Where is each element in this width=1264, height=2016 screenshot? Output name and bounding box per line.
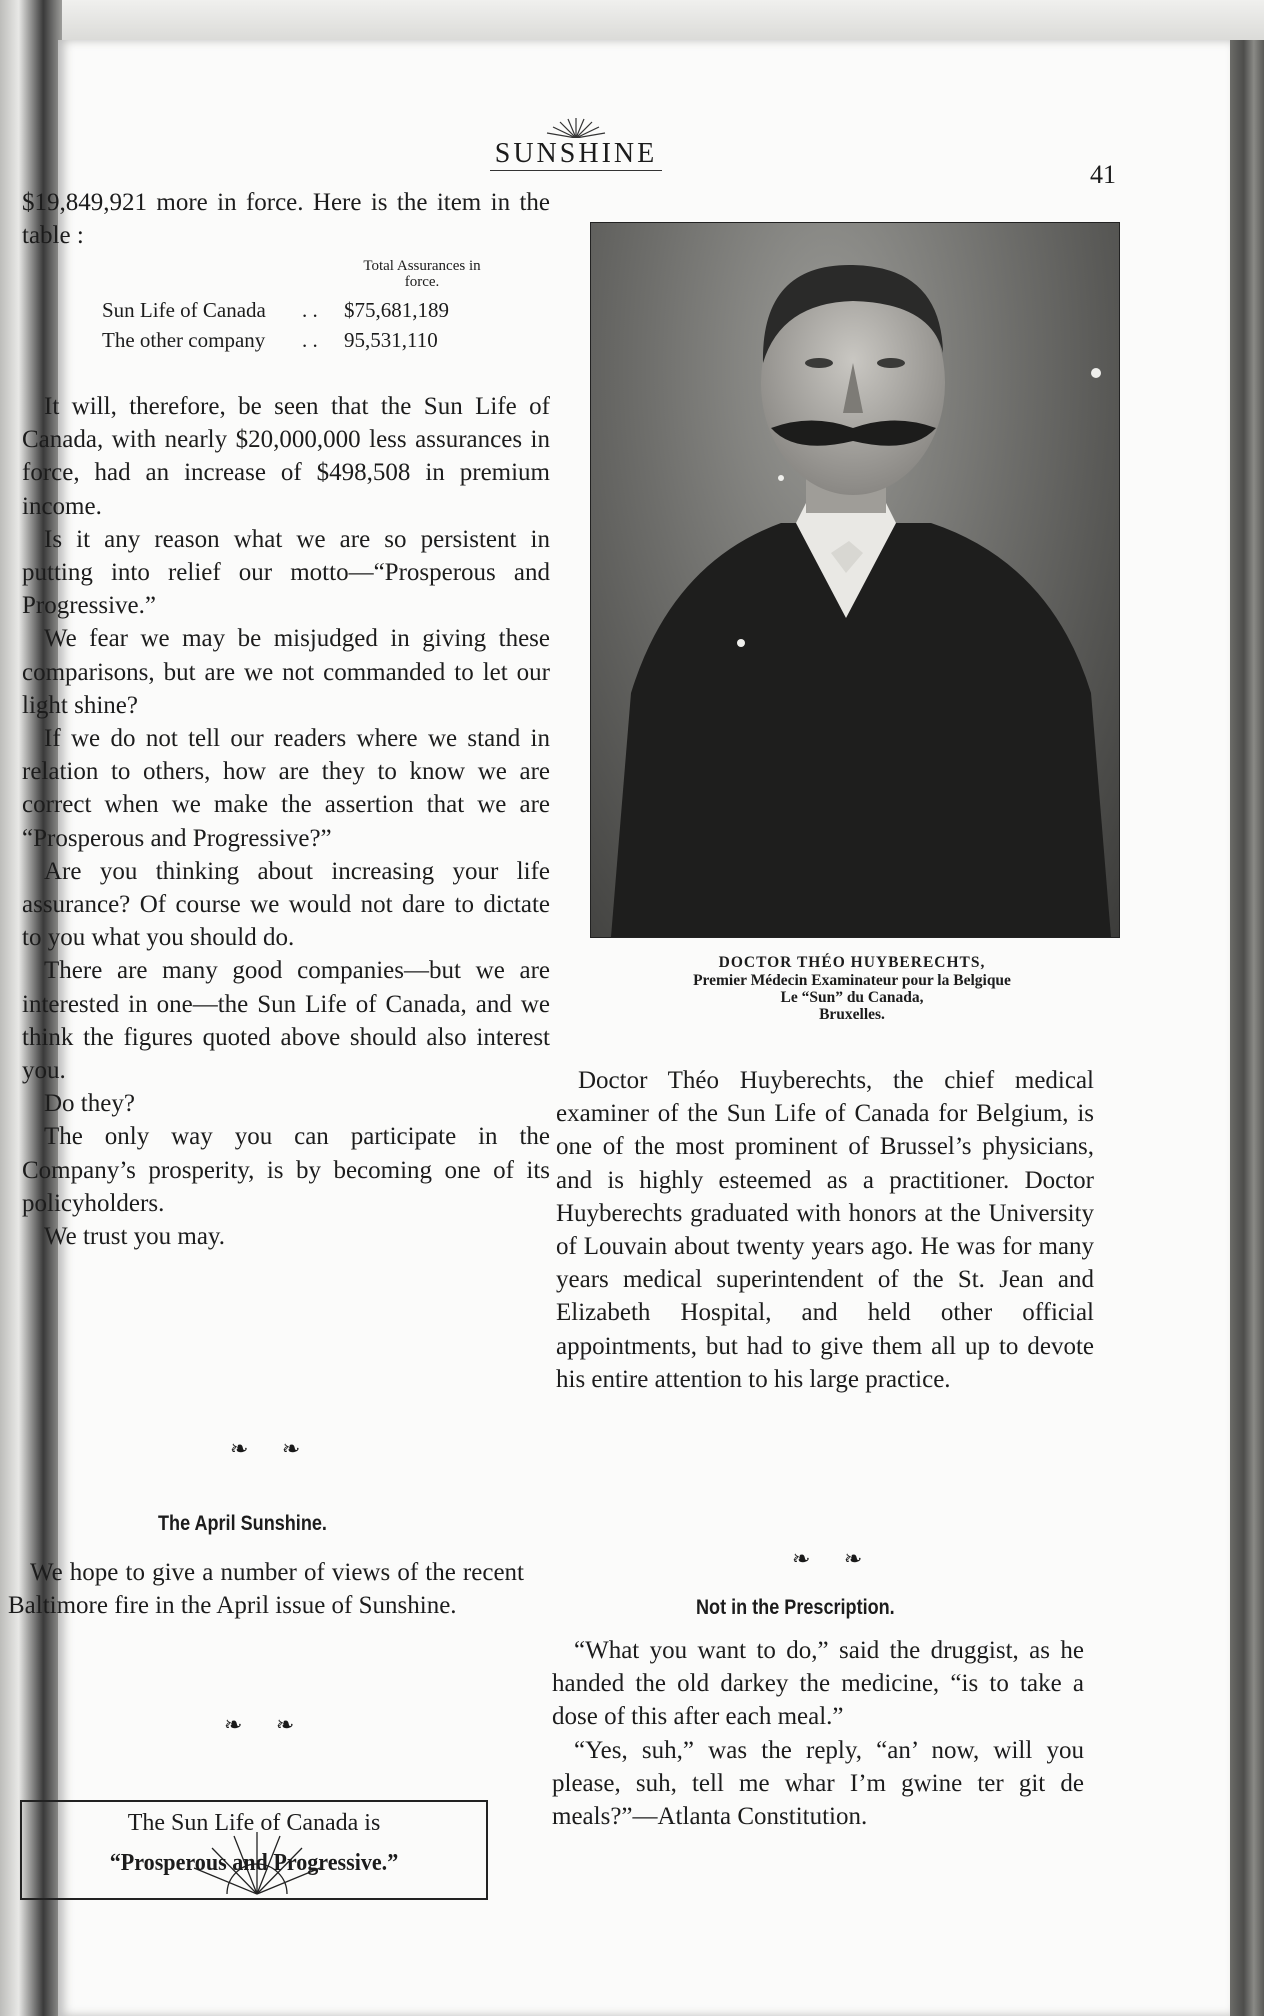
left-column — [22, 186, 550, 1253]
running-head — [486, 134, 666, 174]
april-section — [8, 1556, 524, 1622]
ornament-icon: ❧ ❧ — [224, 1712, 309, 1737]
table-company: Sun Life of Canada — [102, 298, 266, 322]
body-paragraph: There are many good companies—but we are interested in one—the Sun Life of Canada, and we think the figures quoted above should also interest you. — [22, 957, 550, 1085]
body-paragraph: Is it any reason what we are so persistent in putting into relief our motto—“Prosperous and Progressive.” — [22, 525, 550, 620]
portrait-photo — [590, 222, 1120, 938]
body-paragraph: Do they? — [44, 1090, 135, 1118]
table-amount: $75,681,189 — [344, 298, 449, 322]
april-paragraph: We hope to give a number of views of the recent Baltimore fire in the April issue of Sunshine. — [8, 1559, 524, 1620]
table-dots: . . — [302, 298, 318, 322]
page-number: 41 — [1090, 160, 1116, 189]
story-paragraph: “Yes, suh,” was the reply, “an’ now, will you please, suh, tell me whar I’m gwine ter git de meals?”—Atlanta Constitution. — [552, 1736, 1084, 1831]
body-paragraph: Are you thinking about increasing your life assurance? Of course we would not dare to dictate to you what you should do. — [22, 857, 550, 952]
ornament-icon: ❧ ❧ — [230, 1436, 315, 1461]
portrait-figure — [591, 223, 1119, 937]
assurance-table — [22, 186, 550, 356]
motto-line-2: “Prosperous and Progressive.” — [109, 1850, 399, 1876]
sun-rays-icon — [544, 116, 608, 138]
table-row — [102, 328, 438, 353]
right-column — [556, 1064, 1094, 1396]
intro-paragraph: $19,849,921 more in force. Here is the item in the table : — [22, 189, 550, 250]
table-company: The other company — [102, 328, 266, 352]
caption-name: DOCTOR THÉO HUYBERECHTS, — [718, 954, 986, 971]
table-header: Total Assurances in force. — [363, 258, 481, 290]
body-paragraph: We trust you may. — [44, 1223, 226, 1251]
bio-paragraph: Doctor Théo Huyberechts, the chief medical examiner of the Sun Life of Canada for Belgium, is one of the most prominent of Brussel’s physicians, and is highly esteemed as a practitioner. Doctor Huyberechts graduated with honors at the University of Louvain about twenty years ago. He was for many years medical superintendent of the St. Jean and Elizabeth Hospital, and held other official appointments, but had to give them all up to devote his entire attention to his large practice. — [556, 1067, 1094, 1393]
table-amount: 95,531,110 — [344, 328, 438, 352]
body-paragraph: The only way you can participate in the Company’s prosperity, is by becoming one of its policyholders. — [22, 1123, 550, 1217]
portrait-caption — [582, 954, 1122, 1023]
book-page-edges — [1230, 40, 1264, 2016]
ornament-icon: ❧ ❧ — [792, 1546, 877, 1571]
table-row — [102, 298, 449, 323]
section-title-april: The April Sunshine. — [158, 1512, 327, 1535]
section-title-prescription: Not in the Prescription. — [696, 1596, 895, 1619]
prescription-section — [552, 1634, 1084, 1833]
running-head-rule — [490, 170, 662, 171]
body-paragraph: We fear we may be misjudged in giving these comparisons, but are we not commanded to let our light shine? — [22, 625, 550, 719]
caption-line: Premier Médecin Examinateur pour la Belgique — [693, 972, 1011, 989]
body-paragraph: It will, therefore, be seen that the Sun Life of Canada, with nearly $20,000,000 less assurances in force, had an increase of $498,508 in premium income. — [22, 393, 550, 520]
motto-line-1: The Sun Life of Canada is — [127, 1810, 381, 1836]
caption-line: Le “Sun” du Canada, — [780, 989, 924, 1006]
scan-top-edge — [0, 0, 1264, 42]
story-paragraph: “What you want to do,” said the druggist, as he handed the old darkey the medicine, “is to take a dose of this after each meal.” — [552, 1637, 1084, 1731]
table-dots: . . — [302, 328, 318, 352]
body-paragraph: If we do not tell our readers where we stand in relation to others, how are they to know we are correct when we make the assertion that we are “Prosperous and Progressive?” — [22, 725, 550, 852]
running-title: SUNSHINE — [494, 138, 658, 169]
motto-box — [20, 1800, 488, 1900]
caption-line: Bruxelles. — [819, 1006, 885, 1023]
